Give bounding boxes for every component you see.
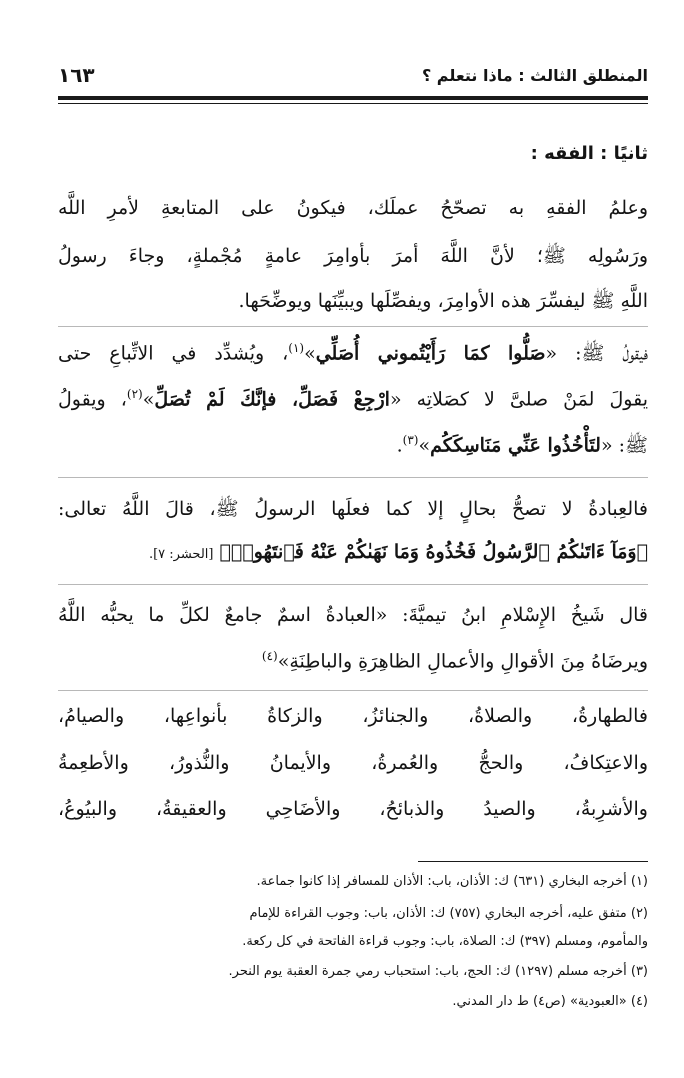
footnote-ref-3[interactable]: (٣) [402, 433, 419, 447]
footnote-ref-2[interactable]: (٢) [126, 387, 143, 401]
footnote-1: (١) أخرجه البخاري (٦٣١) ك: الأذان، باب: الأذان للمسافر إذا كانوا جماعة. [256, 874, 648, 889]
para2-line2-intro: يقولَ لمَنْ صلىَّ لا كصَلاتِه « [389, 388, 648, 411]
footnote-4: (٤) «العبودية» (ص٤) ط دار المدني. [452, 994, 648, 1009]
para4-line2 [58, 649, 648, 672]
para2-line3-end: . [396, 434, 403, 457]
para4-line2-text: ويرضَاهُ مِنَ الأقوالِ والأعمالِ الظاهِرَةِ والباطِنَةِ» [277, 650, 648, 673]
para1-line1: وعلمُ الفقهِ به تصحّحُ عملَك، فيكونُ على المتابعةِ لأمرِ اللَّه [58, 197, 648, 219]
section-heading: ثانيًا : الفقه : [530, 143, 648, 164]
quran-verse: ﴿وَمَآ ءَاتَىٰكُمُ ٱلرَّسُولُ فَخُذُوهُ وَمَا نَهَىٰكُمْ عَنْهُ فَٱنتَهُوا۟﴾ [219, 541, 648, 563]
hadith-quote-3: لتَأْخُذُوا عَنِّي مَنَاسِكَكُم [430, 434, 601, 457]
footnote-ref-1[interactable]: (١) [288, 341, 305, 355]
verse-reference: [الحشر: ٧]. [148, 547, 214, 562]
para3-line1: فالعِبادةُ لا تصحُّ بحالٍ إلا كما فعلَها الرسولُ ﷺ، قالَ اللَّهُ تعالى: [58, 498, 648, 520]
para2-line2 [58, 387, 648, 410]
para3-line2 [58, 541, 648, 563]
quote-close-1: » [304, 342, 316, 365]
para2-line3 [58, 433, 648, 461]
hadith-quote-2: ارْجِعْ فَصَلِّ، فإنَّكَ لَمْ تُصَلِّ [154, 388, 390, 411]
para4-line1: قال شَيخُ الإِسْلامِ ابنُ تيميَّةَ: «العبادةُ اسمٌ جامعٌ لكلِّ ما يحبُّه اللَّهُ [58, 604, 648, 626]
header-rule-thick [58, 96, 648, 100]
para5-line1: فالطهارةُ، والصلاةُ، والجنائزُ، والزكاةُ بأنواعِها، والصيامُ، [58, 705, 648, 727]
para5-line2: والاعتِكافُ، والحجُّ والعُمرةُ، والأيمانُ والنُّذورُ، والأطعِمةُ [58, 752, 648, 774]
paragraph-divider [58, 690, 648, 691]
hadith-quote-1: صَلُّوا كمَا رَأَيْتُموني أُصَلِّي [315, 342, 546, 365]
page-number: ١٦٣ [58, 63, 95, 87]
running-header [58, 60, 648, 90]
paragraph-divider [58, 584, 648, 585]
footnote-3: (٣) أخرجه مسلم (١٢٩٧) ك: الحج، باب: استحباب رمي جمرة العقبة يوم النحر. [228, 964, 648, 979]
paragraph-divider [58, 326, 648, 327]
para2-line1 [58, 341, 648, 369]
para1-line2: ورَسُولِه ﷺ؛ لأنَّ اللَّهَ أمرَ بأوامِرَ عامةٍ مُجْملةٍ، وجاءَ رسولُ [58, 245, 648, 267]
para2-line1-rest: ، ويُشدِّد في الاتِّباعِ حتى [58, 342, 289, 365]
quote-close-3: » [418, 434, 431, 457]
paragraph-divider [58, 477, 648, 478]
para1-line3: اللَّهِ ﷺ ليفسِّرَ هذه الأوامِرَ، ويفصِّلَها ويبيِّنَها ويوضِّحَها. [238, 290, 648, 312]
para2-line2-rest: ، ويقولُ [58, 388, 127, 411]
footnote-ref-4[interactable]: (٤) [261, 649, 278, 663]
header-rule-thin [58, 103, 648, 104]
quote-close-2: » [142, 388, 155, 411]
footnote-2: (٢) متفق عليه، أخرجه البخاري (٧٥٧) ك: الأذان، باب: وجوب القراءة للإمام [249, 906, 648, 921]
chapter-title: المنطلق الثالث : ماذا نتعلم ؟ [421, 65, 648, 85]
footnote-2-cont: والمأموم، ومسلم (٣٩٧) ك: الصلاة، باب: وجوب قراءة الفاتحة في كل ركعة. [242, 934, 648, 949]
para2-line3-intro: ﷺ: « [600, 434, 648, 457]
para5-line3: والأشرِبةُ، والصيدُ والذبائحُ، والأضَاحِي والعقيقةُ، والبيُوعُ، [58, 798, 648, 820]
footnote-rule [418, 861, 648, 862]
para2-line1-intro: فيقولُ ﷺ: « [545, 342, 649, 365]
